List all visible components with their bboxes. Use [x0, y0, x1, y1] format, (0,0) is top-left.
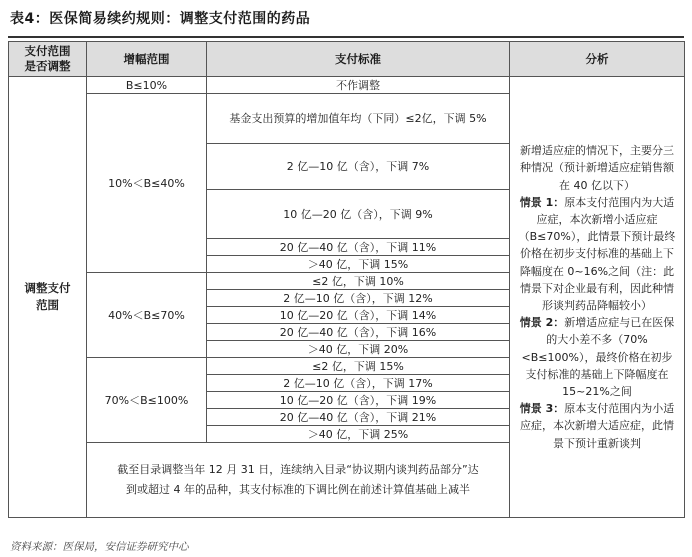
scenario-3-text: 原本支付范围内为小适应症，本次新增大适应症，此情景下预计重新谈判 — [520, 402, 675, 450]
header-analysis: 分析 — [510, 42, 685, 77]
standard-cell: 10 亿—20 亿（含），下调 9% — [207, 190, 510, 239]
standard-cell: ＞40 亿，下调 20% — [207, 341, 510, 358]
standard-cell: ≤2 亿，下调 10% — [207, 273, 510, 290]
standard-cell: 2 亿—10 亿（含），下调 17% — [207, 375, 510, 392]
header-row — [9, 42, 685, 77]
standard-cell: ≤2 亿，下调 15% — [207, 358, 510, 375]
increase-group-3: 70%＜B≤100% — [87, 358, 207, 443]
analysis-cell — [510, 77, 685, 518]
standard-cell: 20 亿—40 亿（含），下调 21% — [207, 409, 510, 426]
standard-cell: 2 亿—10 亿（含），下调 7% — [207, 144, 510, 190]
header-standard: 支付标准 — [207, 42, 510, 77]
analysis-intro: 新增适应症的情况下，主要分三种情况（预计新增适应症销售额在 40 亿以下） — [520, 144, 674, 192]
standard-cell: 20 亿—40 亿（含），下调 16% — [207, 324, 510, 341]
scenario-3-label: 情景 3： — [519, 402, 565, 416]
standard-cell: ＞40 亿，下调 15% — [207, 256, 510, 273]
table-row — [9, 77, 685, 94]
source-note: 资料来源：医保局，安信证券研究中心 — [10, 541, 189, 553]
standard-cell: 10 亿—20 亿（含），下调 19% — [207, 392, 510, 409]
standard-cell: ＞40 亿，下调 25% — [207, 426, 510, 443]
scenario-2-label: 情景 2： — [519, 316, 565, 330]
rules-table — [8, 41, 685, 518]
title-rule — [8, 36, 684, 38]
increase-group-1: 10%＜B≤40% — [87, 94, 207, 273]
scenario-2-text: 新增适应症与已在医保的大小差不多（70%<B≤100%），最终价格在初步支付标准的基础上下降幅度在 15~21%之间 — [521, 316, 675, 399]
scenario-1-label: 情景 1： — [519, 195, 565, 209]
header-increase: 增幅范围 — [87, 42, 207, 77]
standard-cell: 2 亿—10 亿（含），下调 12% — [207, 290, 510, 307]
increase-b10: B≤10% — [87, 77, 207, 94]
scope-cell: 调整支付范围 — [9, 77, 87, 518]
standard-b10: 不作调整 — [207, 77, 510, 94]
standard-cell: 基金支出预算的增加值年均（下同）≤2亿，下调 5% — [207, 94, 510, 144]
scenario-1-text: 原本支付范围内为大适应症，本次新增小适应症（B≤70%），此情景下预计最终价格在初步支付标准的基础上下降幅度在 0~16%之间（注：此情景下对企业最有利，因此种情形谈判药品降幅较小） — [518, 195, 676, 312]
table-title: 表4：医保简易续约规则：调整支付范围的药品 — [10, 11, 311, 27]
header-scope: 支付范围是否调整 — [9, 42, 87, 77]
standard-cell: 10 亿—20 亿（含），下调 14% — [207, 307, 510, 324]
halving-note: 截至目录调整当年 12 月 31 日，连续纳入目录“协议期内谈判药品部分”达到或超过 4 年的品种，其支付标准的下调比例在前述计算值基础上减半 — [87, 443, 510, 518]
standard-cell: 20 亿—40 亿（含），下调 11% — [207, 239, 510, 256]
increase-group-2: 40%＜B≤70% — [87, 273, 207, 358]
